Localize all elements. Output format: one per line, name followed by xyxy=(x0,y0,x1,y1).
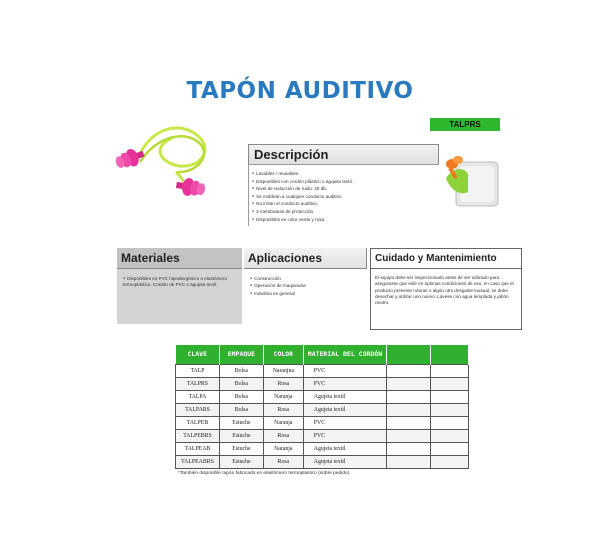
materiales-panel xyxy=(117,248,242,324)
table-row xyxy=(176,442,469,455)
earplug-product-image xyxy=(110,118,222,202)
cell-color: Rosa xyxy=(263,377,303,390)
cell-color: Rosa xyxy=(263,455,303,468)
cell-cordon: PVC xyxy=(303,377,387,390)
cell-empty xyxy=(387,416,431,429)
cuidado-heading: Cuidado y Mantenimiento xyxy=(371,249,521,269)
cell-empaque: Estuche xyxy=(219,429,263,442)
list-item: ● Disponibles en color verde y rosa. xyxy=(252,216,442,224)
cell-empaque: Bolsa xyxy=(219,403,263,416)
cell-empaque: Bolsa xyxy=(219,364,263,377)
cell-clave: TALPRS xyxy=(176,377,220,390)
cell-empty xyxy=(431,442,469,455)
description-list xyxy=(252,170,442,223)
cell-clave: TALPEABRS xyxy=(176,455,220,468)
table-row xyxy=(176,455,469,468)
table-row xyxy=(176,390,469,403)
cell-color: Naranjna xyxy=(263,364,303,377)
list-item: ● Construcción xyxy=(250,275,363,282)
list-item: ● Industria en general xyxy=(250,290,363,297)
column-header: EMPAQUE xyxy=(219,345,263,364)
list-item: ● Lavables / reusables. xyxy=(252,170,442,178)
product-code-badge: TALPRS xyxy=(430,118,500,131)
table-row xyxy=(176,416,469,429)
table-row xyxy=(176,364,469,377)
description-heading: Descripción xyxy=(254,147,329,162)
cell-empty xyxy=(387,377,431,390)
cell-cordon: PVC xyxy=(303,429,387,442)
list-item: ● No irritan el conducto auditivo. xyxy=(252,200,442,208)
table-footnote: *También disponible tapón fabricado en elastómero termoplástico (sobre pedido). xyxy=(178,471,351,476)
cell-clave: TALPA xyxy=(176,390,220,403)
table-row xyxy=(176,377,469,390)
cell-cordon: PVC xyxy=(303,416,387,429)
cell-clave: TALP xyxy=(176,364,220,377)
cell-cordon: Agujeta textil xyxy=(303,455,387,468)
cell-clave: TALPEAB xyxy=(176,442,220,455)
cell-empaque: Bolsa xyxy=(219,390,263,403)
cell-empty xyxy=(431,364,469,377)
cell-empty xyxy=(431,403,469,416)
cell-color: Naranja xyxy=(263,416,303,429)
materiales-heading: Materiales xyxy=(117,248,242,269)
cell-empty xyxy=(387,390,431,403)
cell-empty xyxy=(431,377,469,390)
cell-empty xyxy=(387,442,431,455)
aplicaciones-panel xyxy=(244,248,367,324)
list-item: ● Disponibles con cordón plástico o agujeta textil. xyxy=(252,178,442,186)
column-header: CLAVE xyxy=(176,345,220,364)
cell-empty xyxy=(387,364,431,377)
cell-empty xyxy=(431,455,469,468)
page-title: TAPÓN AUDITIVO xyxy=(186,78,414,104)
cell-color: Rosa xyxy=(263,429,303,442)
description-header xyxy=(248,144,439,164)
cell-clave: TALPEBRS xyxy=(176,429,220,442)
column-header: COLOR xyxy=(263,345,303,364)
list-item: ● 3 membranas de protección. xyxy=(252,208,442,216)
cell-empaque: Estuche xyxy=(219,455,263,468)
column-header xyxy=(387,345,431,364)
description-divider xyxy=(248,164,439,165)
column-header: MATERIAL DEL CORDÓN xyxy=(303,345,387,364)
cuidado-text: El equipo debe ser inspeccionado antes de ser utilizado para asegurarse que esté en óptimas condiciones de uso, en caso que el producto presente roturas o algún otro desgaste inusual, se debe desechar y utilizar uno nuevo. Lávese con agua templada y jabón neutro. xyxy=(375,275,514,306)
cell-color: Rosa xyxy=(263,403,303,416)
cell-clave: TALPEB xyxy=(176,416,220,429)
cell-cordon: PVC xyxy=(303,364,387,377)
cell-empaque: Estuche xyxy=(219,416,263,429)
cell-cordon: Agujeta textil xyxy=(303,390,387,403)
table-row xyxy=(176,403,469,416)
list-item: ● Disponibles en PVC hipoalergénico o elastómero termoplástico. Cordón de PVC o agujeta textil. xyxy=(123,275,238,289)
aplicaciones-heading: Aplicaciones xyxy=(244,248,367,269)
cell-clave: TALPARS xyxy=(176,403,220,416)
cell-empty xyxy=(431,416,469,429)
cell-empty xyxy=(387,455,431,468)
column-header xyxy=(431,345,469,364)
cell-empaque: Bolsa xyxy=(219,377,263,390)
cell-cordon: Agujeta textil xyxy=(303,403,387,416)
description-side-rule xyxy=(248,164,249,226)
spec-table xyxy=(175,345,469,469)
cell-empty xyxy=(431,390,469,403)
earplug-case-image xyxy=(442,148,500,210)
cell-empty xyxy=(387,403,431,416)
cell-color: Naranja xyxy=(263,390,303,403)
cell-empty xyxy=(387,429,431,442)
list-item: ● Se moldean a cualquier conducto auditivo. xyxy=(252,193,442,201)
cell-empty xyxy=(431,429,469,442)
table-header-row xyxy=(176,345,469,364)
cuidado-panel xyxy=(370,248,522,330)
cell-color: Naranja xyxy=(263,442,303,455)
table-row xyxy=(176,429,469,442)
list-item: ● Operación de maquinaria xyxy=(250,282,363,289)
cell-empaque: Estuche xyxy=(219,442,263,455)
cell-cordon: Agujeta textil xyxy=(303,442,387,455)
list-item: ● Nivel de reducción de ruido: 25 db. xyxy=(252,185,442,193)
